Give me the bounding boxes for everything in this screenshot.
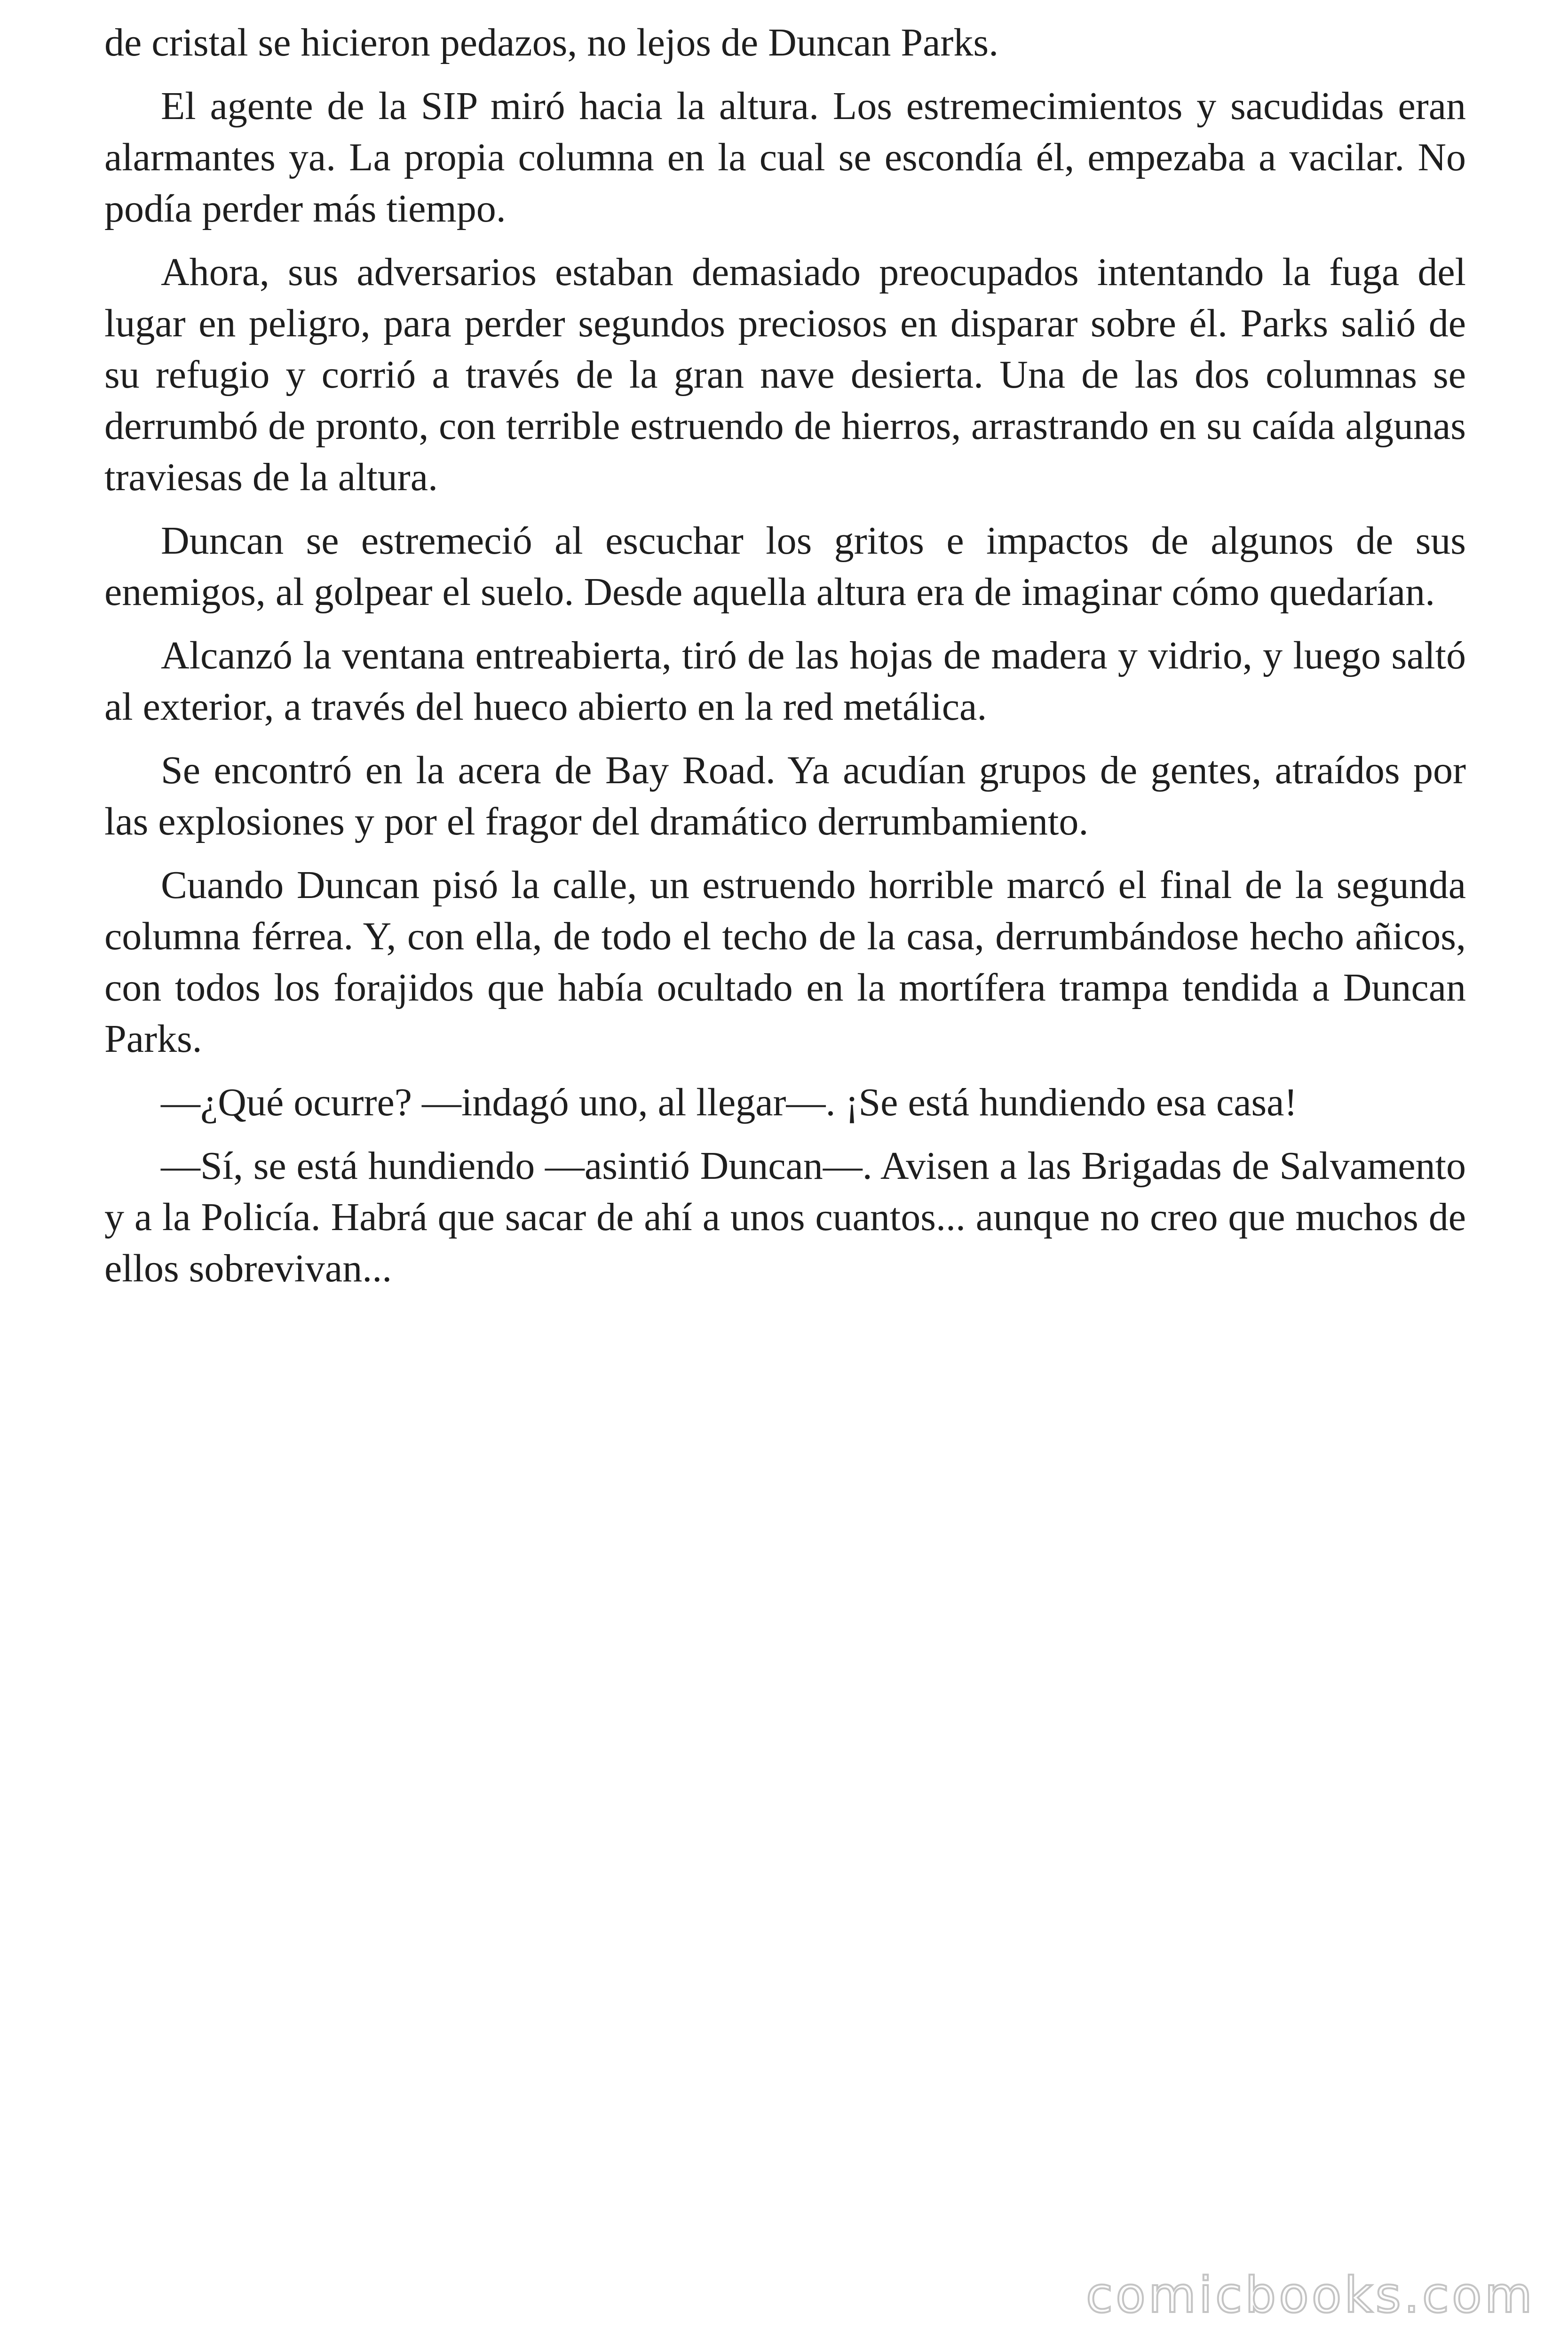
paragraph-5: Alcanzó la ventana entreabierta, tiró de las hojas de madera y vidrio, y luego saltó al exterior, a través del hueco abierto en la red metálica. <box>104 634 1466 729</box>
paragraph-7: Cuando Duncan pisó la calle, un estruendo horrible marcó el final de la segunda columna férrea. Y, con ella, de todo el techo de la casa, derrumbándose hecho añicos, con todos los forajidos que había ocultado en la mortífera trampa tendida a Duncan Parks. <box>104 863 1466 1061</box>
page-body <box>104 17 1466 1306</box>
dialogue-1: —¿Qué ocurre? —indagó uno, al llegar—. ¡Se está hundiendo esa casa! <box>161 1081 1298 1124</box>
paragraph-3: Ahora, sus adversarios estaban demasiado preocupados intentando la fuga del lugar en peligro, para perder segundos preciosos en disparar sobre él. Parks salió de su refugio y corrió a través de la gran nave desierta. Una de las dos columnas se derrumbó de pronto, con terrible estruendo de hierros, arrastrando en su caída algunas traviesas de la altura. <box>104 250 1466 499</box>
paragraph-6: Se encontró en la acera de Bay Road. Ya acudían grupos de gentes, atraídos por las explosiones y por el fragor del dramático derrumbamiento. <box>104 748 1466 843</box>
paragraph-2: El agente de la SIP miró hacia la altura. Los estremecimientos y sacudidas eran alarmantes ya. La propia columna en la cual se escondía él, empezaba a vacilar. No podía perder más tiempo. <box>104 84 1466 230</box>
paragraph-1: de cristal se hicieron pedazos, no lejos de Duncan Parks. <box>104 21 999 64</box>
dialogue-2: —Sí, se está hundiendo —asintió Duncan—. Avisen a las Brigadas de Salvamento y a la Policía. Habrá que sacar de ahí a unos cuantos... aunque no creo que muchos de ellos sobrevivan... <box>104 1144 1466 1290</box>
watermark: comicbooks.com <box>1085 2266 1535 2324</box>
paragraph-4: Duncan se estremeció al escuchar los gritos e impactos de algunos de sus enemigos, al golpear el suelo. Desde aquella altura era de imaginar cómo quedarían. <box>104 519 1466 614</box>
